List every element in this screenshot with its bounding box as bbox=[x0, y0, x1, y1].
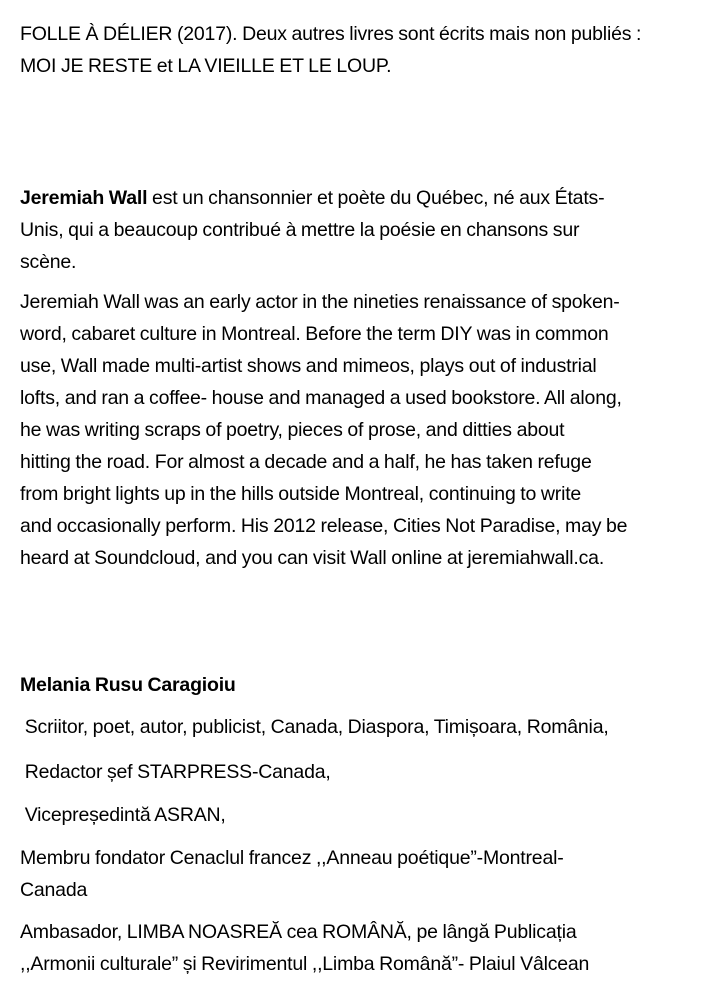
intro-paragraph bbox=[20, 18, 720, 82]
intro-line: MOI JE RESTE et LA VIEILLE ET LE LOUP. bbox=[20, 55, 392, 77]
melania-membru bbox=[20, 842, 720, 906]
jeremiah-bio-fr-line: Unis, qui a beaucoup contribué à mettre la poésie en chansons sur bbox=[20, 219, 580, 241]
jeremiah-bio-en-line: use, Wall made multi-artist shows and mimeos, plays out of industrial bbox=[20, 355, 597, 377]
intro-line: FOLLE À DÉLIER (2017). Deux autres livres sont écrits mais non publiés : bbox=[20, 23, 642, 45]
melania-role: Scriitor, poet, autor, publicist, Canada, Diaspora, Timișoara, România, bbox=[20, 716, 609, 738]
jeremiah-bio-en-line: lofts, and ran a coffee- house and managed a used bookstore. All along, bbox=[20, 387, 622, 409]
melania-membru-line: Canada bbox=[20, 879, 88, 901]
jeremiah-bio-en bbox=[20, 286, 720, 574]
jeremiah-bio-en-line: hitting the road. For almost a decade and a half, he has taken refuge bbox=[20, 451, 592, 473]
jeremiah-bio-fr-line: scène. bbox=[20, 251, 77, 273]
jeremiah-bio-en-line: Jeremiah Wall was an early actor in the nineties renaissance of spoken- bbox=[20, 291, 620, 313]
jeremiah-bio-en-line: and occasionally perform. His 2012 release, Cities Not Paradise, may be bbox=[20, 515, 628, 537]
melania-role: Redactor șef STARPRESS-Canada, bbox=[20, 761, 331, 783]
jeremiah-bio-en-line: he was writing scraps of poetry, pieces of prose, and ditties about bbox=[20, 419, 565, 441]
melania-ambasador-line: Ambasador, LIMBA NOASREĂ cea ROMÂNĂ, pe lângă Publicația bbox=[20, 921, 577, 943]
jeremiah-bio-fr-line bbox=[20, 182, 720, 214]
jeremiah-bio-en-line: word, cabaret culture in Montreal. Before the term DIY was in common bbox=[20, 323, 609, 345]
melania-name-heading: Melania Rusu Caragioiu bbox=[20, 674, 236, 696]
melania-ambasador bbox=[20, 916, 720, 980]
jeremiah-name: Jeremiah Wall bbox=[20, 187, 148, 209]
melania-ambasador-line: ,,Armonii culturale” și Revirimentul ,,Limba Română”- Plaiul Vâlcean bbox=[20, 953, 590, 975]
melania-membru-line: Membru fondator Cenaclul francez ,,Anneau poétique”-Montreal- bbox=[20, 847, 564, 869]
jeremiah-bio-fr bbox=[20, 182, 720, 278]
jeremiah-bio-en-line: from bright lights up in the hills outside Montreal, continuing to write bbox=[20, 483, 582, 505]
jeremiah-bio-en-line: heard at Soundcloud, and you can visit Wall online at jeremiahwall.ca. bbox=[20, 547, 605, 569]
melania-role: Vicepreședintă ASRAN, bbox=[20, 804, 226, 826]
jeremiah-bio-fr-text: est un chansonnier et poète du Québec, né aux États- bbox=[147, 187, 605, 209]
